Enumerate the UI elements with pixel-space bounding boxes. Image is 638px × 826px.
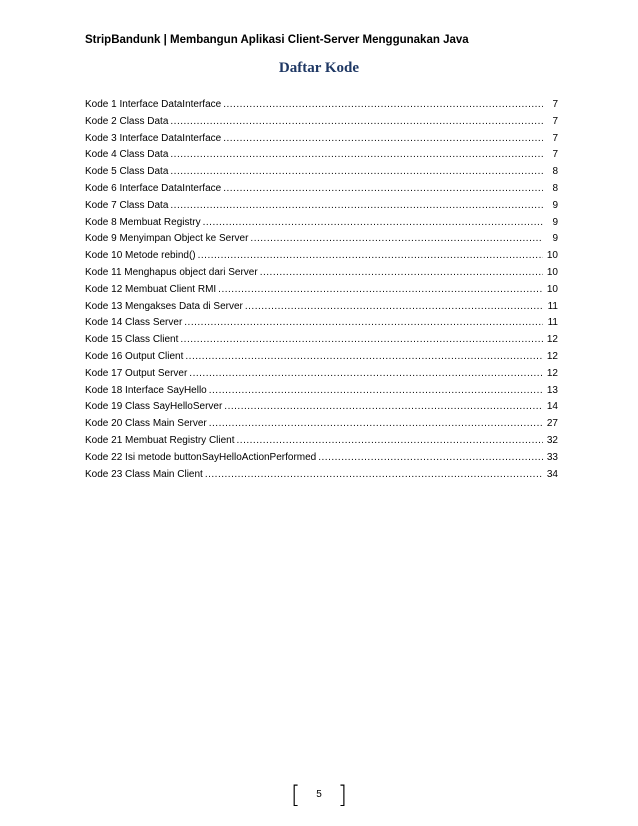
toc-entry[interactable] — [85, 200, 558, 217]
toc-entry-label: Kode 16 Output Client — [85, 350, 184, 362]
toc-entry-label: Kode 21 Membuat Registry Client — [85, 434, 235, 446]
toc-entry[interactable] — [85, 418, 558, 435]
toc-entry-label: Kode 20 Class Main Server — [85, 418, 207, 430]
toc-entry[interactable] — [85, 435, 558, 452]
toc-leader-dots — [203, 217, 543, 228]
page-footer — [0, 783, 638, 807]
toc-entry-label: Kode 15 Class Client — [85, 334, 179, 346]
toc-leader-dots — [170, 200, 543, 211]
toc-leader-dots — [184, 317, 543, 328]
toc-entry[interactable] — [85, 368, 558, 385]
footer-bracket-right: ] — [337, 781, 348, 809]
toc-leader-dots — [209, 418, 543, 429]
toc-entry[interactable] — [85, 452, 558, 469]
toc-entry[interactable] — [85, 401, 558, 418]
toc-leader-dots — [224, 401, 543, 412]
toc-entry[interactable] — [85, 385, 558, 402]
toc-leader-dots — [198, 250, 543, 261]
page-number: 5 — [316, 789, 322, 800]
toc-leader-dots — [218, 284, 543, 295]
toc-leader-dots — [223, 183, 543, 194]
toc-leader-dots — [189, 368, 543, 379]
toc-leader-dots — [223, 133, 543, 144]
toc-leader-dots — [237, 435, 543, 446]
toc-leader-dots — [260, 267, 543, 278]
toc-entry-label: Kode 8 Membuat Registry — [85, 216, 201, 228]
toc-entry-page: 12 — [546, 334, 558, 346]
toc-leader-dots — [180, 334, 543, 345]
toc-entry-label: Kode 4 Class Data — [85, 149, 169, 161]
toc-entry-label: Kode 7 Class Data — [85, 199, 169, 211]
toc-leader-dots — [250, 233, 543, 244]
toc-entry-page: 11 — [547, 300, 558, 312]
toc-entry[interactable] — [85, 317, 558, 334]
toc-entry[interactable] — [85, 183, 558, 200]
toc-entry-label: Kode 17 Output Server — [85, 367, 188, 379]
toc-entry-label: Kode 23 Class Main Client — [85, 468, 203, 480]
toc-entry-page: 33 — [546, 451, 558, 463]
table-of-codes — [85, 99, 558, 485]
toc-entry[interactable] — [85, 351, 558, 368]
toc-entry-page: 12 — [546, 367, 558, 379]
toc-entry[interactable] — [85, 116, 558, 133]
toc-entry[interactable] — [85, 217, 558, 234]
toc-leader-dots — [185, 351, 543, 362]
toc-entry-label: Kode 12 Membuat Client RMI — [85, 283, 217, 295]
toc-entry[interactable] — [85, 149, 558, 166]
toc-entry-page: 7 — [552, 99, 558, 110]
toc-entry-page: 10 — [546, 283, 558, 295]
toc-leader-dots — [223, 99, 543, 110]
toc-entry-page: 12 — [546, 350, 558, 362]
toc-entry[interactable] — [85, 233, 558, 250]
toc-leader-dots — [209, 385, 543, 396]
toc-entry-page: 34 — [546, 468, 558, 480]
toc-entry[interactable] — [85, 99, 558, 116]
toc-entry-page: 8 — [552, 166, 558, 178]
toc-entry-label: Kode 11 Menghapus object dari Server — [85, 266, 258, 278]
toc-entry-page: 32 — [546, 434, 558, 446]
toc-entry-page: 8 — [552, 182, 558, 194]
toc-entry[interactable] — [85, 334, 558, 351]
toc-entry-page: 10 — [546, 250, 558, 262]
toc-entry-page: 9 — [552, 199, 558, 211]
footer-bracket-left: [ — [290, 781, 301, 809]
toc-entry-label: Kode 2 Class Data — [85, 115, 169, 127]
toc-entry-page: 7 — [552, 149, 558, 161]
toc-entry-label: Kode 18 Interface SayHello — [85, 384, 207, 396]
toc-entry-label: Kode 19 Class SayHelloServer — [85, 401, 223, 413]
toc-entry[interactable] — [85, 166, 558, 183]
toc-entry-page: 27 — [546, 418, 558, 430]
toc-entry-page: 11 — [547, 317, 558, 329]
toc-entry[interactable] — [85, 267, 558, 284]
toc-entry-page: 7 — [552, 115, 558, 127]
toc-entry-label: Kode 1 Interface DataInterface — [85, 99, 222, 110]
toc-leader-dots — [170, 166, 543, 177]
toc-leader-dots — [245, 301, 543, 312]
toc-entry-page: 14 — [546, 401, 558, 413]
toc-entry-page: 13 — [546, 384, 558, 396]
toc-entry-page: 10 — [546, 266, 558, 278]
toc-entry-label: Kode 13 Mengakses Data di Server — [85, 300, 243, 312]
toc-entry-label: Kode 10 Metode rebind() — [85, 250, 196, 262]
toc-entry-label: Kode 22 Isi metode buttonSayHelloActionPerformed — [85, 451, 317, 463]
running-header: StripBandunk | Membangun Aplikasi Client-Server Menggunakan Java — [85, 34, 469, 46]
toc-entry[interactable] — [85, 301, 558, 318]
toc-entry-label: Kode 14 Class Server — [85, 317, 183, 329]
toc-entry-label: Kode 9 Menyimpan Object ke Server — [85, 233, 249, 245]
toc-leader-dots — [318, 452, 543, 463]
page-title: Daftar Kode — [278, 60, 360, 76]
toc-entry[interactable] — [85, 469, 558, 486]
toc-entry[interactable] — [85, 250, 558, 267]
toc-entry-label: Kode 5 Class Data — [85, 166, 169, 178]
toc-leader-dots — [205, 469, 543, 480]
toc-entry-label: Kode 3 Interface DataInterface — [85, 132, 222, 144]
toc-entry-page: 9 — [552, 233, 558, 245]
toc-leader-dots — [170, 116, 543, 127]
toc-entry-label: Kode 6 Interface DataInterface — [85, 182, 222, 194]
toc-entry[interactable] — [85, 133, 558, 150]
toc-entry-page: 7 — [552, 132, 558, 144]
toc-leader-dots — [170, 149, 543, 160]
toc-entry[interactable] — [85, 284, 558, 301]
toc-entry-page: 9 — [552, 216, 558, 228]
